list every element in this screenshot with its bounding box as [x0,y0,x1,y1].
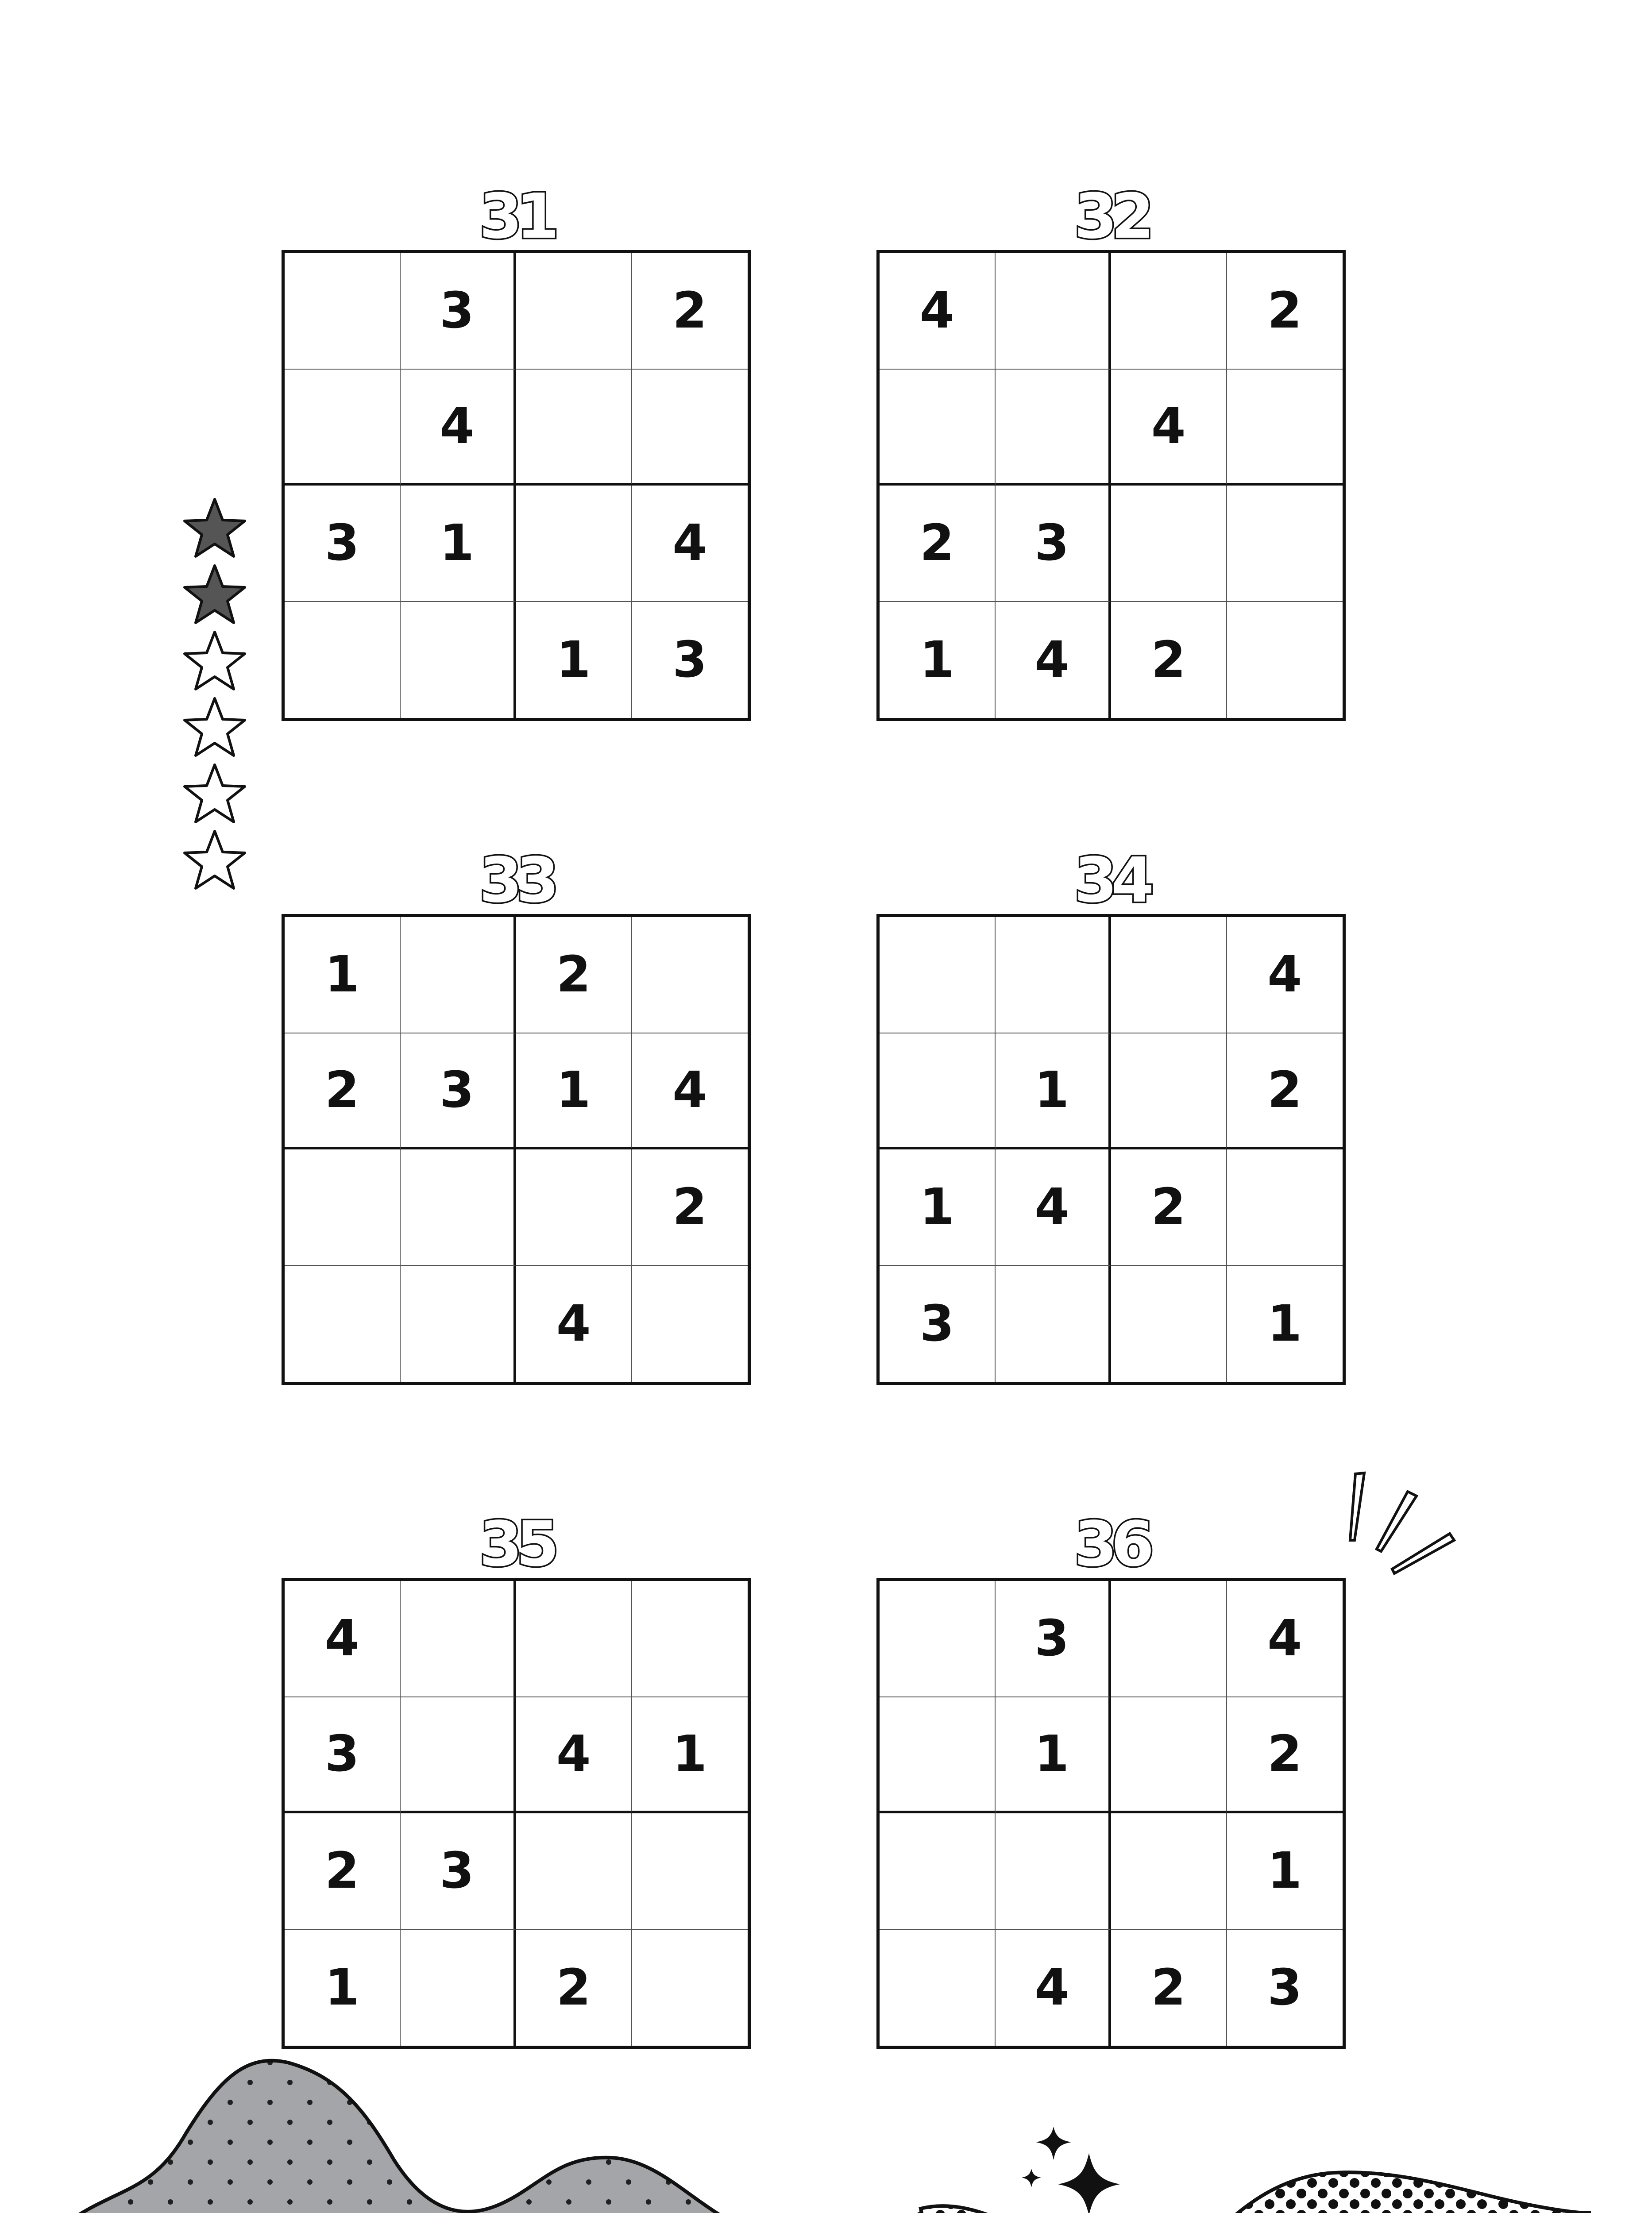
puzzle-number: 32 [1074,181,1148,253]
puzzle-number: 33 [479,844,553,917]
grid-cell: 2 [285,1813,401,1930]
grid-cell: 2 [285,1033,401,1150]
grid-cell: 3 [880,1266,996,1382]
grid-cell: 2 [880,486,996,602]
grid-cell: 3 [996,1581,1112,1697]
grid-cell: 1 [401,486,517,602]
grid-cell: 3 [401,253,517,370]
grid-cell: 2 [1227,1697,1343,1814]
grid-cell: 4 [996,1930,1112,2046]
grid-cell: 4 [285,1581,401,1697]
puzzle-number: 34 [1074,844,1148,917]
puzzle-number: 35 [479,1508,553,1581]
grid-cell: 2 [516,1930,632,2046]
grid-cell: 1 [285,917,401,1033]
grid-cell: 3 [285,486,401,602]
sparkle-small-icon [1022,2169,1041,2187]
grid-cell: 4 [996,602,1112,718]
grid-cell: 2 [1111,1930,1227,2046]
puzzle-number: 31 [479,181,553,253]
sparkle-medium-icon [1036,2127,1071,2160]
grid-cell: 2 [1227,253,1343,370]
grid-cell: 4 [1227,917,1343,1033]
grid-cell: 2 [632,1149,748,1266]
puzzle-number: 36 [1074,1508,1148,1581]
grid-cell: 4 [996,1149,1112,1266]
grid-cell: 1 [285,1930,401,2046]
grid-cell: 2 [516,917,632,1033]
grid-cell: 2 [632,253,748,370]
grid-cell: 3 [401,1813,517,1930]
grid-cell: 1 [880,602,996,718]
grid-cell: 1 [632,1697,748,1814]
sparkle-large-icon [1058,2153,1120,2213]
grid-cell: 4 [516,1266,632,1382]
grid-cell: 2 [1111,602,1227,718]
grid-cell: 1 [516,602,632,718]
grid-cell: 4 [632,1033,748,1150]
grid-cell: 4 [1111,370,1227,486]
grid-cell: 4 [1227,1581,1343,1697]
grid-cell: 4 [632,486,748,602]
grid-cell: 4 [401,370,517,486]
grid-cell: 3 [996,486,1112,602]
grid-cell: 1 [880,1149,996,1266]
grid-cell: 1 [1267,1295,1302,1353]
grid-cell: 4 [880,253,996,370]
grid-cell: 2 [1227,1033,1343,1150]
grid-cell: 3 [1267,1959,1302,2016]
grid-cell: 1 [996,1033,1112,1150]
grid-cell: 2 [1111,1149,1227,1266]
grid-cell: 4 [516,1697,632,1814]
grid-cell: 1 [996,1697,1112,1814]
grid-cell: 3 [285,1697,401,1814]
grid-cell: 3 [672,631,707,689]
grid-cell: 1 [1227,1813,1343,1930]
grid-cell: 1 [516,1033,632,1150]
grid-cell: 3 [401,1033,517,1150]
